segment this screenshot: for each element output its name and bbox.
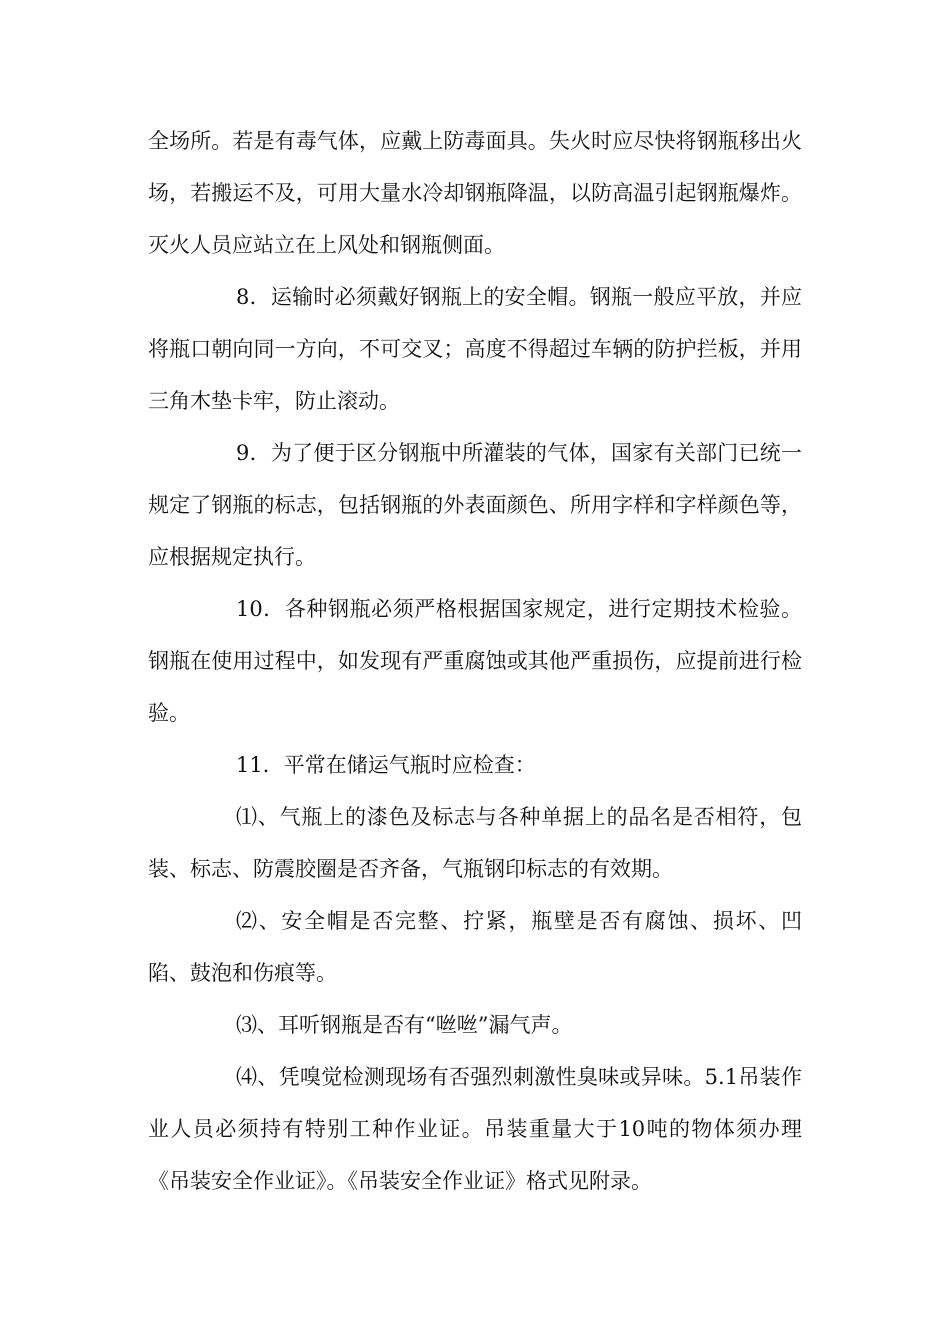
paragraph-check-2: ⑵、安全帽是否完整、拧紧，瓶壁是否有腐蚀、损坏、凹陷、鼓泡和伤痕等。 — [148, 909, 802, 985]
paragraph-item-9-markings: 9．为了便于区分钢瓶中所灌装的气体，国家有关部门已统一规定了钢瓶的标志，包括钢瓶的外表面颜色、所用字样和字样颜色等，应根据规定执行。 — [148, 441, 802, 569]
paragraph-fire-handling: 全场所。若是有毒气体，应戴上防毒面具。失火时应尽快将钢瓶移出火场，若搬运不及，可用大量水冷却钢瓶降温，以防高温引起钢瓶爆炸。灭火人员应站立在上风处和钢瓶侧面。 — [148, 129, 802, 257]
paragraph-item-11-checks: 11．平常在储运气瓶时应检查： — [236, 753, 536, 777]
paragraph-check-3: ⑶、耳听钢瓶是否有“咝咝”漏气声。 — [236, 1013, 573, 1037]
paragraph-item-8-transport: 8．运输时必须戴好钢瓶上的安全帽。钢瓶一般应平放，并应将瓶口朝向同一方向，不可交叉；高度不得超过车辆的防护拦板，并用三角木垫卡牢，防止滚动。 — [148, 285, 802, 413]
paragraph-check-4: ⑷、凭嗅觉检测现场有否强烈刺激性臭味或异味。5.1吊装作业人员必须持有特别工种作业证。吊装重量大于10吨的物体须办理《吊装安全作业证》。《吊装安全作业证》格式见附录。 — [148, 1065, 802, 1193]
paragraph-check-1: ⑴、气瓶上的漆色及标志与各种单据上的品名是否相符，包装、标志、防震胶圈是否齐备，气瓶钢印标志的有效期。 — [148, 805, 802, 881]
paragraph-item-10-inspection: 10．各种钢瓶必须严格根据国家规定，进行定期技术检验。钢瓶在使用过程中，如发现有严重腐蚀或其他严重损伤，应提前进行检验。 — [148, 597, 802, 725]
document-page — [148, 115, 802, 1207]
